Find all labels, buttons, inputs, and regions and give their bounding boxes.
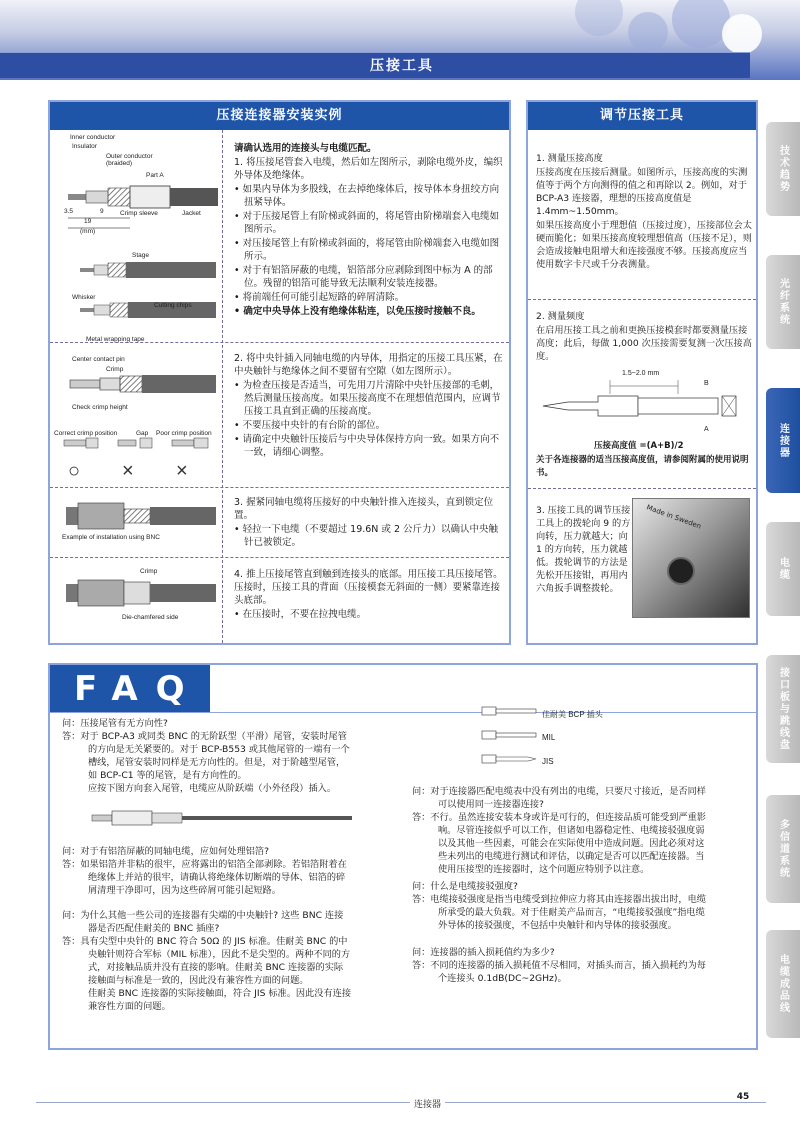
label-dim-3-5: 3.5 xyxy=(64,208,74,215)
faq-title: FAQ xyxy=(50,665,210,713)
label-crimp-sleeve: Crimp sleeve xyxy=(120,210,158,217)
label-poor-crimp: Poor crimp position xyxy=(156,430,212,437)
tab-multichannel-systems[interactable]: 多信道系统 xyxy=(766,795,800,903)
installation-panel-title: 压接连接器安装实例 xyxy=(50,102,509,130)
braid-shape xyxy=(108,188,130,206)
answer: 答：不行。虽然连接安装本身或许是可行的，但连接品质可能受到严重影响。尽管连接似乎可以工作，但诸如电器稳定性、电缆接驳强度弱以及其他一些因素，可能会在实际使用中造成问题。因此必须对这些未列出的电缆进行测试和评估，以确定是否可以匹配连接器。当使用压接型的连接器时，这个问题应特别予以注意。 xyxy=(412,812,706,875)
label-check-crimp-height: Check crimp height xyxy=(72,404,128,411)
paragraph: • 不要压接中央针的有台阶的部位。 xyxy=(234,420,386,431)
decorative-circle xyxy=(628,12,668,52)
step-4-text xyxy=(234,568,504,622)
faq-left-column xyxy=(62,717,352,1013)
crimp-position-examples xyxy=(64,438,208,448)
question: 问：连接器的插入损耗值约为多少? xyxy=(412,947,555,958)
tab-cable-assemblies[interactable]: 电缆成品线 xyxy=(766,930,800,1038)
answer: 佳耐美 BNC 连接器的实际接触面，符合 JIS 标准。因此没有连接兼容性方面的问题。 xyxy=(88,988,352,1012)
label-a: A xyxy=(704,426,709,433)
paragraph: • 为检查压接是否适当，可先用刀片清除中央针压接部的毛刺，然后测量压接高度。如果压接高度不在理想值范围内，应调节压接工具直到正确的压接高度。 xyxy=(234,380,501,417)
label-cutting-chips: Cutting chips xyxy=(154,302,192,309)
answer: 答：如果铝箔并非粘的很牢，应将露出的铝箔全部剥除。若铝箔附着在绝缘体上并站的很牢，请确认将绝缘体切断端的导体、铝箔的碎屑清理干净即可，因为这些碎屑可能引起短路。 xyxy=(62,859,347,896)
label-bnc-example: Example of installation using BNC xyxy=(62,534,160,541)
label-jacket: Jacket xyxy=(182,210,201,217)
question: 问：为什么其他一些公司的连接器有尖端的中央触针? 这些 BNC 连接器是否匹配佳耐美的 BNC 插座? xyxy=(62,910,344,934)
crimp-sleeve-shape xyxy=(130,186,170,208)
label-crimp: Crimp xyxy=(106,366,124,373)
label-die-chamfered: Die-chamfered side xyxy=(122,614,179,621)
tab-cables[interactable]: 电缆 xyxy=(766,522,800,616)
correct-mark: ○ xyxy=(68,460,81,482)
paragraph: • 请确定中央触针压接后与中央导体保持方向一致。如果方向不一致，请细心调整。 xyxy=(234,434,500,458)
measure-frequency-section xyxy=(536,310,752,364)
label-bcp-plug: 佳耐美 BCP 插头 xyxy=(542,710,603,719)
label-b: B xyxy=(704,380,709,387)
crimp-tool-adjust-panel xyxy=(526,100,758,645)
tab-technology-trends[interactable]: 技术趋势 xyxy=(766,122,800,216)
section-heading: 1. 测量压接高度 xyxy=(536,153,603,164)
faq-right-column xyxy=(412,785,712,985)
crimp-tool-photo xyxy=(632,498,750,618)
step-3-text xyxy=(234,496,504,550)
answer: 答：具有尖型中央针的 BNC 符合 50Ω 的 JIS 标准。佳耐美 BNC 的中央触针则符合军标（MIL 标准），因此不是尖型的。两种不同的方式，对接触品质并没有直接的影响。佳耐美 BNC 连接器的实际接触面与标准是一致的，因此没有兼容性方面的问题。 xyxy=(62,936,351,986)
paragraph: • 对于压接尾管上有阶梯或斜面的，将尾管由阶梯端套入电缆如图所示。 xyxy=(234,211,500,235)
label-jis: JIS xyxy=(542,757,554,766)
mil-pin xyxy=(482,731,536,739)
label-mil: MIL xyxy=(542,733,556,742)
row-divider xyxy=(528,299,756,300)
dim-unit: mm xyxy=(647,370,660,377)
paragraph: 请确认选用的连接头与电缆匹配。 xyxy=(234,143,377,154)
tab-interface-panels[interactable]: 接口板与跳线盘 xyxy=(766,655,800,763)
label-dim-19: 19 xyxy=(84,218,92,225)
answer: 应按下图方向套入尾管，电缆应从阶跃端（小外径段）插入。 xyxy=(88,783,337,794)
photo-caption: Made in Sweden xyxy=(645,503,703,531)
faq-body xyxy=(48,712,758,1050)
inner-conductor-shape xyxy=(68,194,86,200)
section-heading: 2. 测量频度 xyxy=(536,311,585,322)
label-dim-9: 9 xyxy=(100,208,104,215)
column-divider xyxy=(222,130,223,643)
insulator-shape xyxy=(86,191,108,203)
jacket-shape xyxy=(170,188,218,206)
footer-rule xyxy=(36,1102,766,1103)
footer-section-name: 连接器 xyxy=(410,1097,445,1110)
page-header xyxy=(0,0,800,80)
installation-example-panel xyxy=(48,100,511,645)
paragraph: • 确定中央导体上没有绝缘体粘连，以免压接时接触不良。 xyxy=(234,306,481,317)
sleeve-direction-diagram xyxy=(82,799,362,839)
answer: 答：电缆接驳强度是指当电缆受到拉伸应力将其由连接器出拔出时，电缆所承受的最大负载。对于佳耐美产品而言，“电缆接驳强度”指电缆外导体的接驳强度，不包括中央触针和内导体的接驳强度。 xyxy=(412,894,706,931)
page-title: 压接工具 xyxy=(370,58,434,74)
paragraph: 压接高度在压接后测量。如图所示，压接高度的实测值等于两个方向测得的值之和再除以 2。例如，对于 BCP-A3 连接器，理想的压接高度值是 1.4mm~1.50mm。 xyxy=(536,167,748,217)
paragraph: • 将前端任何可能引起短路的碎屑清除。 xyxy=(234,292,405,303)
question: 问：什么是电缆接驳强度? xyxy=(412,881,518,892)
label-insulator: Insulator xyxy=(72,143,97,150)
stripped-cable-drawing xyxy=(68,186,218,208)
label-metal-tape: Metal wrapping tape xyxy=(86,336,145,343)
paragraph: 3. 握紧同轴电缆将压接好的中央触针推入连接头，直到锁定位置。 xyxy=(234,497,494,521)
label-center-contact-pin: Center contact pin xyxy=(72,356,125,363)
center-pin-crimp-diagram xyxy=(60,360,220,480)
paragraph: 1. 将压接尾管套入电缆，然后如左图所示，剥除电缆外皮，编织外导体及绝缘体。 xyxy=(234,157,503,181)
page-number: 45 xyxy=(736,1092,750,1102)
answer: 答：不同的连接器的插入损耗值不尽相同，对插头而言，插入损耗约为每个连接头 0.1dB(DC~2GHz)。 xyxy=(412,960,706,984)
step-1-text xyxy=(234,142,504,319)
faq-header xyxy=(48,663,758,713)
question: 问：对于连接器匹配电缆表中没有列出的电缆，只要尺寸接近，是否同样可以使用同一连接器连接? xyxy=(412,786,706,810)
decorative-circle xyxy=(575,0,623,36)
paragraph: 如果压接高度小于理想值（压接过度），压接部位会太硬而脆化；如果压接高度较理想值高（压接不足），则会造成接触电阻增大和连接强度不够。压接高度应当使用数字卡尺或千分表测量。 xyxy=(536,220,752,270)
paragraph: 4. 推上压接尾管直到触到连接头的底部。用压接工具压接尾管。压接时，压接工具的背面（压接模套无斜面的一侧）要紧靠连接头底部。 xyxy=(234,569,503,606)
crimp-height-formula: 压接高度值 =(A+B)/2 xyxy=(594,441,684,451)
jis-pin xyxy=(482,755,536,763)
question: 问：压接尾管有无方向性? xyxy=(62,718,168,729)
wrong-mark: × xyxy=(176,460,188,482)
question: 问：对于有铝箔屏蔽的同轴电缆，应如何处理铝箔? xyxy=(62,846,270,857)
tab-fiber-systems[interactable]: 光纤系统 xyxy=(766,255,800,349)
label-mm: (mm) xyxy=(80,228,96,235)
label-crimp: Crimp xyxy=(140,568,158,575)
paragraph: • 对于有铝箔屏蔽的电缆，铝箔部分应剥除到图中标为 A 的部位。残留的铝箔可能导致无法顺利安装连接器。 xyxy=(234,265,493,289)
paragraph: 2. 将中央针插入同轴电缆的内导体，用指定的压接工具压紧，在中央触针与绝缘体之间不要留有空隙（如左图所示）。 xyxy=(234,353,503,377)
decorative-circle xyxy=(672,0,730,48)
paragraph: 在启用压接工具之前和更换压接模套时都要测量压接高度；此后，每做 1,000 次压接需要复测一次压接高度。 xyxy=(536,325,752,362)
dial-shape xyxy=(667,557,695,585)
answer: 答：对于 BCP-A3 或同类 BNC 的无阶跃型（平滑）尾管，安装时尾管的方向是无关紧要的。对于 BCP-B553 或其他尾管的一端有一个槽线，尾管安装时同样是无方向性的。但是，对于阶越型尾管，如 BCP-C1 等的尾管，是有方向性的。 xyxy=(62,731,350,781)
adjust-panel-title: 调节压接工具 xyxy=(528,102,756,130)
tab-connectors[interactable]: 连接器 xyxy=(766,388,800,493)
step-2-text xyxy=(234,352,504,460)
dim-value: 1.5~2.0 xyxy=(622,370,646,377)
adjust-dial-text: 3. 压接工具的调节压接工具上的拨轮向 9 的方向转，压力就越大；向 1 的方向转，压力就越低。拨轮调节的方法是先松开压接钳，再用内六角扳手调整拨轮。 xyxy=(536,505,631,594)
row-divider xyxy=(528,488,756,489)
measure-height-section xyxy=(536,152,752,272)
paragraph: • 在压接时，不要在拉拽电缆。 xyxy=(234,609,367,620)
row-divider xyxy=(50,487,509,488)
label-inner-conductor: Inner conductor xyxy=(70,134,116,141)
label-outer-conductor: Outer conductor (braided) xyxy=(106,153,153,167)
label-whisker: Whisker xyxy=(72,294,96,301)
paragraph: • 如果内导体为多股线，在去掉绝缘体后，按导体本身扭绞方向扭紧导体。 xyxy=(234,184,500,208)
paragraph: • 轻拉一下电缆（不要超过 19.6N 或 2 公斤力）以确认中央触针已被锁定。 xyxy=(234,524,499,548)
label-gap: Gap xyxy=(136,430,149,437)
paragraph: • 对压接尾管上有阶梯或斜面的，将尾管由阶梯端套入电缆如图所示。 xyxy=(234,238,500,262)
stage-drawing xyxy=(80,262,216,278)
dim-label xyxy=(622,370,659,377)
row-divider xyxy=(50,557,509,558)
reference-note: 关于各连接器的适当压接高度值，请参阅附属的使用说明书。 xyxy=(536,455,749,478)
label-part-a: Part A xyxy=(146,172,164,179)
crimp-height-diagram xyxy=(538,372,748,437)
label-stage: Stage xyxy=(132,252,149,259)
bcp-plug-pin xyxy=(482,707,536,715)
label-correct-crimp: Correct crimp position xyxy=(54,430,118,437)
decorative-circle xyxy=(722,14,762,54)
wrong-mark: × xyxy=(122,460,134,482)
whisker-drawing xyxy=(80,302,216,318)
